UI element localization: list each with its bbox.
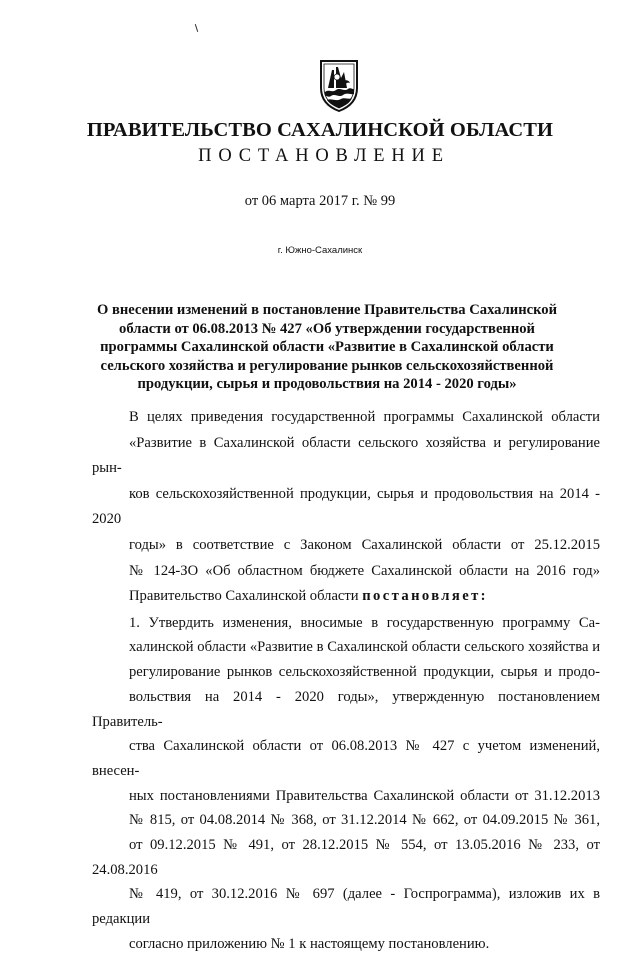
preamble-paragraph — [92, 405, 600, 610]
body-line: годы» в соответствие с Законом Сахалинской области от 25.12.2015 — [129, 536, 600, 553]
title-line: О внесении изменений в постановление Правительства Сахалинской — [96, 302, 558, 318]
organization-title: ПРАВИТЕЛЬСТВО САХАЛИНСКОЙ ОБЛАСТИ — [86, 119, 554, 141]
document-type: ПОСТАНОВЛЕНИЕ — [198, 146, 450, 166]
body-line: вольствия на 2014 - 2020 годы», утвержденную постановлением Правитель- — [92, 688, 600, 730]
document-title — [80, 301, 574, 394]
coat-of-arms-icon — [317, 58, 361, 112]
title-line: программы Сахалинской области «Развитие в Сахалинской области — [100, 339, 554, 356]
document-body — [92, 405, 600, 957]
decree-word: постановляет: — [362, 588, 488, 605]
body-line: ных постановлениями Правительства Сахалинской области от 31.12.2013 — [129, 787, 600, 804]
title-line: области от 06.08.2013 № 427 «Об утверждении государственной — [119, 320, 535, 337]
preamble-prefix: Правительство Сахалинской области — [129, 588, 363, 605]
title-line: сельского хозяйства и регулирование рынков сельскохозяйственной — [100, 357, 554, 374]
body-line: № 815, от 04.08.2014 № 368, от 31.12.2014 № 662, от 04.09.2015 № 361, — [129, 812, 600, 829]
body-line: халинской области «Развитие в Сахалинской области сельского хозяйства и — [129, 639, 600, 656]
body-line: ства Сахалинской области от 06.08.2013 № 427 с учетом изменений, внесен- — [92, 738, 600, 779]
body-line: «Развитие в Сахалинской области сельского хозяйства и регулирование рын- — [92, 434, 600, 477]
body-line: № 419, от 30.12.2016 № 697 (далее - Госпрограмма), изложив их в редакции — [92, 886, 600, 928]
body-line: регулирование рынков сельскохозяйственной продукции, сырья и продо- — [129, 664, 600, 681]
body-line — [92, 584, 600, 610]
title-line: продукции, сырья и продовольствия на 2014 - 2020 годы» — [137, 376, 517, 393]
body-line: В целях приведения государственной программы Сахалинской области — [129, 409, 600, 425]
body-line: ков сельскохозяйственной продукции, сырья и продовольствия на 2014 - 2020 — [92, 485, 600, 528]
date-number: от 06 марта 2017 г. № 99 — [244, 193, 396, 209]
city-name: г. Южно-Сахалинск — [277, 245, 363, 256]
body-line: № 124-ЗО «Об областном бюджете Сахалинской области на 2016 год» — [129, 562, 600, 579]
body-line: от 09.12.2015 № 491, от 28.12.2015 № 554, от 13.05.2016 № 233, от 24.08.2016 — [92, 837, 600, 878]
scan-mark — [195, 24, 198, 32]
body-line: согласно приложению № 1 к настоящему постановлению. — [129, 935, 490, 952]
body-line: 1. Утвердить изменения, вносимые в государственную программу Са- — [129, 614, 600, 631]
